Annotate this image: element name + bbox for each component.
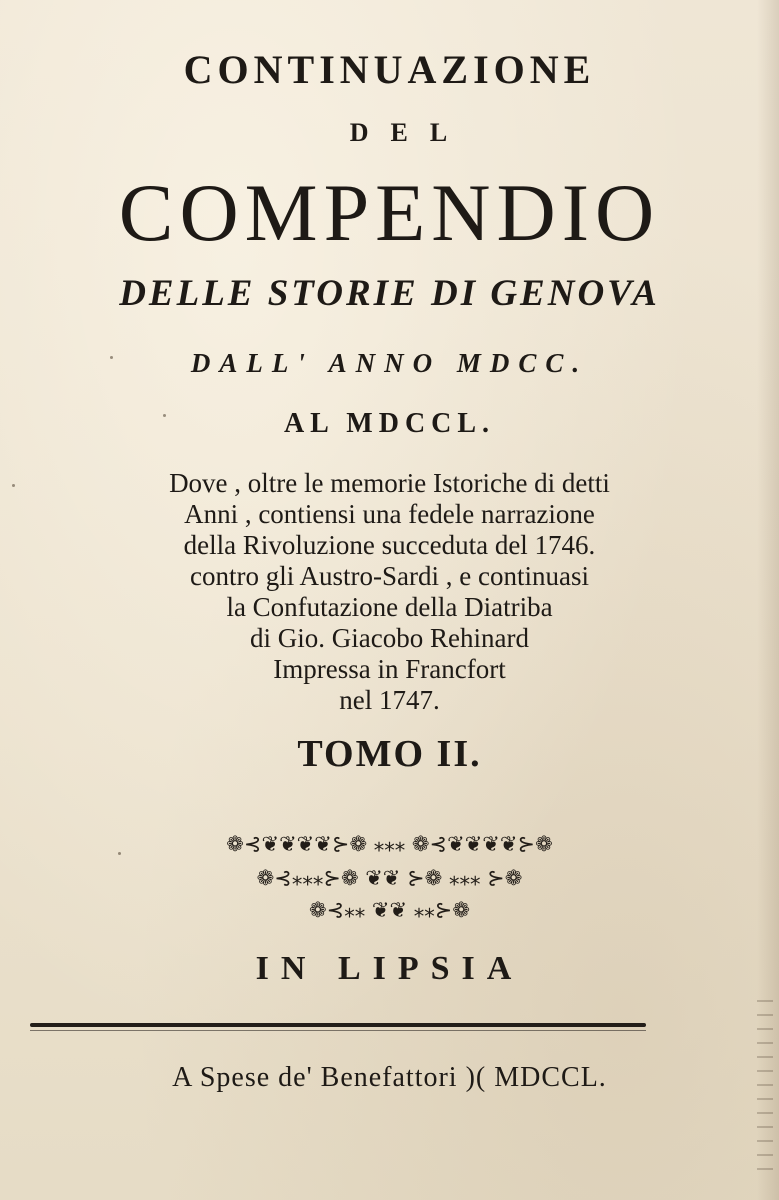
title-line-continuazione: CONTINUAZIONE — [183, 47, 596, 92]
date-range-to: AL MDCCL. — [283, 408, 496, 439]
ink-speck — [163, 414, 166, 417]
description-line: di Gio. Giacobo Rehinard — [250, 623, 529, 653]
title-line-compendio: COMPENDIO — [118, 167, 661, 258]
divider-rule-thin — [30, 1030, 646, 1031]
page-edge-marks — [757, 1000, 773, 1180]
ink-speck — [118, 852, 121, 855]
place-of-publication: IN LIPSIA — [255, 950, 524, 987]
ink-speck — [110, 356, 113, 359]
date-range-from: DALL' ANNO MDCC. — [190, 348, 589, 378]
title-line-delle-storie: DELLE STORIE DI GENOVA — [119, 273, 660, 314]
description-line: contro gli Austro-Sardi , e continuasi — [190, 561, 589, 591]
printers-flower-ornament-icon: ❁⊰⁎⁎ ❦❦ ⁎⁎⊱❁ — [309, 898, 470, 922]
printers-flower-ornament-icon: ❁⊰❦❦❦❦⊱❁ ⁎⁎⁎ ❁⊰❦❦❦❦⊱❁ — [226, 832, 553, 856]
description-line: la Confutazione della Diatriba — [226, 592, 553, 622]
description-line: Dove , oltre le memorie Istoriche di detti — [169, 468, 610, 498]
imprint-line: A Spese de' Benefattori )( MDCCL. — [172, 1062, 607, 1093]
description-line: nel 1747. — [339, 685, 440, 715]
description-line: Anni , contiensi una fedele narrazione — [184, 499, 595, 529]
divider-rule — [30, 1023, 646, 1027]
description-line: Impressa in Francfort — [273, 654, 506, 684]
title-line-del: DEL — [349, 118, 470, 147]
description-line: della Rivoluzione succeduta del 1746. — [183, 530, 596, 560]
ink-speck — [12, 484, 15, 487]
volume-number: TOMO II. — [297, 733, 482, 775]
printers-flower-ornament-icon: ❁⊰⁎⁎⁎⊱❁ ❦❦ ⊱❁ ⁎⁎⁎ ⊱❁ — [256, 866, 523, 890]
